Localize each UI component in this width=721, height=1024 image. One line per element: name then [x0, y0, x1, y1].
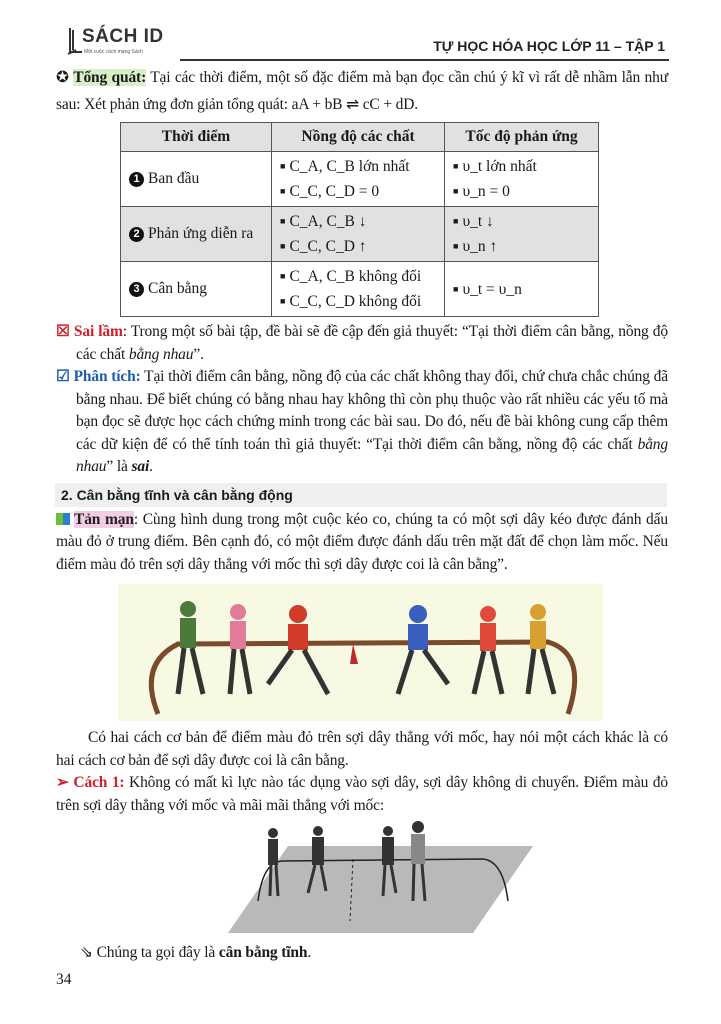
digress-text: : Cùng hình dung trong một cuộc kéo co, chúng ta có một sợi dây kéo được đánh dấu màu đỏ ở trung điểm. Bên cạnh đó, có một điểm được đánh dấu trên mặt đất để chọn làm mốc. Nếu điểm màu đỏ trên sợi dây thẳng với mốc thì sợi dây được coi là cân bằng”. [56, 510, 668, 573]
conc-cell: ■ C_A, C_B ↓ ■ C_C, C_D ↑ [272, 207, 445, 262]
number-badge: 2 [129, 227, 144, 242]
analysis-italic: bằng nhau [76, 435, 668, 475]
general-text: Tại các thời điểm, một số đặc điểm mà bạn đọc cần chú ý kĩ vì rất dễ nhầm lẫn như sau: Xét phản ứng đơn giản tổng quát: [56, 69, 668, 113]
analysis-paragraph [56, 366, 668, 479]
table-row [121, 262, 599, 317]
way1-paragraph [56, 772, 668, 817]
tug-of-war-illustration [118, 584, 603, 721]
conclusion-bold: cân bằng tĩnh [218, 944, 308, 961]
digress-label: Tản mạn [74, 510, 134, 528]
stage-cell [121, 262, 272, 317]
header-cell: Thời điểm [121, 123, 272, 152]
conclusion-end: . [307, 944, 312, 961]
rate-cell: ■ υ_t = υ_n [445, 262, 599, 317]
rate-value: υ_n ↑ [462, 238, 498, 255]
book-title: TỰ HỌC HÓA HỌC LỚP 11 – TẬP 1 [433, 38, 665, 54]
general-label: Tổng quát: [73, 69, 147, 86]
tug-of-war-image [118, 584, 603, 721]
stage-label: Cân bằng [148, 280, 207, 297]
mistake-label: Sai lầm [73, 323, 123, 340]
conclusion-text: Chúng ta gọi đây là [96, 944, 219, 961]
static-rope-image [228, 821, 533, 936]
conc-value: C_A, C_B lớn nhất [289, 158, 410, 175]
arrow-bullet-icon: ➢ [56, 774, 69, 791]
table-row [121, 207, 599, 262]
rate-value: υ_t ↓ [462, 213, 494, 230]
stages-table [120, 122, 599, 317]
rate-value: υ_t = υ_n [462, 280, 522, 298]
analysis-label: Phân tích: [73, 368, 141, 385]
section-heading: 2. Cân bằng tĩnh và cân bằng động [55, 483, 667, 507]
mistake-end: ”. [193, 345, 204, 363]
equilibrium-arrow-icon: ⇌ [346, 96, 359, 113]
header-cell: Tốc độ phản ứng [445, 123, 599, 152]
table-row [121, 152, 599, 207]
logo-text: SÁCH ID [82, 26, 164, 47]
conc-cell: ■ C_A, C_B lớn nhất ■ C_C, C_D = 0 [272, 152, 445, 207]
books-icon [56, 513, 70, 525]
hand-pointer-icon: ⇘ [80, 944, 93, 961]
rate-value: υ_t lớn nhất [462, 158, 537, 175]
way1-label: Cách 1: [73, 774, 125, 791]
rate-cell: ■ υ_t lớn nhất ■ υ_n = 0 [445, 152, 599, 207]
number-badge: 1 [129, 172, 144, 187]
mistake-text: : Trong một số bài tập, đề bài sẽ đề cập đến giả thuyết: “Tại thời điểm cân bằng, nồng độ các chất [76, 323, 668, 363]
page-number: 34 [56, 970, 72, 988]
stage-label: Ban đầu [148, 170, 200, 187]
table-header-row [121, 123, 599, 152]
general-paragraph [56, 64, 668, 118]
logo-tagline: Một cuộc cách mạng Sách [84, 49, 143, 55]
reaction-right: cC + dD. [362, 96, 419, 113]
analysis-text2: ” là [106, 458, 132, 475]
conclusion-line [56, 942, 668, 965]
conc-value: C_C, C_D không đổi [289, 293, 422, 310]
conc-value: C_C, C_D = 0 [289, 183, 380, 200]
number-badge: 3 [129, 282, 144, 297]
intro-paragraph: Có hai cách cơ bản để điểm màu đỏ trên sợi dây thẳng với mốc, hay nói một cách khác là có hai cách cơ bản để sợi dây được coi là cân bằng. [56, 729, 668, 769]
digress-paragraph [56, 509, 668, 577]
star-icon: ✪ [56, 69, 69, 86]
mistake-paragraph [56, 321, 668, 366]
reaction-left: aA + bB [291, 96, 343, 113]
stage-cell [121, 207, 272, 262]
stage-label: Phản ứng diễn ra [148, 225, 254, 242]
rate-value: υ_n = 0 [462, 183, 510, 200]
analysis-end: . [149, 458, 153, 475]
mistake-italic: bằng nhau [128, 345, 194, 363]
way1-text: Không có mất kì lực nào tác dụng vào sợi dây, sợi dây không di chuyển. Điểm màu đỏ trên sợi dây thẳng với mốc và mãi mãi thẳng với mốc: [56, 774, 668, 814]
stage-cell [121, 152, 272, 207]
rate-cell: ■ υ_t ↓ ■ υ_n ↑ [445, 207, 599, 262]
cross-box-icon: ☒ [56, 323, 70, 340]
conc-value: C_C, C_D ↑ [289, 238, 367, 255]
analysis-bold: sai [131, 458, 150, 475]
check-box-icon: ☑ [56, 368, 70, 385]
conc-cell: ■ C_A, C_B không đổi ■ C_C, C_D không đổi [272, 262, 445, 317]
conc-value: C_A, C_B không đổi [289, 268, 422, 285]
static-rope-illustration [228, 821, 533, 936]
conc-value: C_A, C_B ↓ [289, 213, 367, 230]
analysis-text: Tại thời điểm cân bằng, nồng độ của các chất không thay đổi, chứ chưa chắc chúng đã bằng nhau. Để biết chúng có bằng nhau hay không thì còn phụ thuộc vào rất nhiều các yếu tố mà bạn đọc sẽ được học cách chứng minh trong các bài sau. Do đó, nếu đề bài không cung cấp thêm các dữ kiện để có thể tính toán thì giả thuyết: “Tại thời điểm cân bằng, nồng độ các chất [76, 368, 668, 453]
header-cell: Nồng độ các chất [272, 123, 445, 152]
